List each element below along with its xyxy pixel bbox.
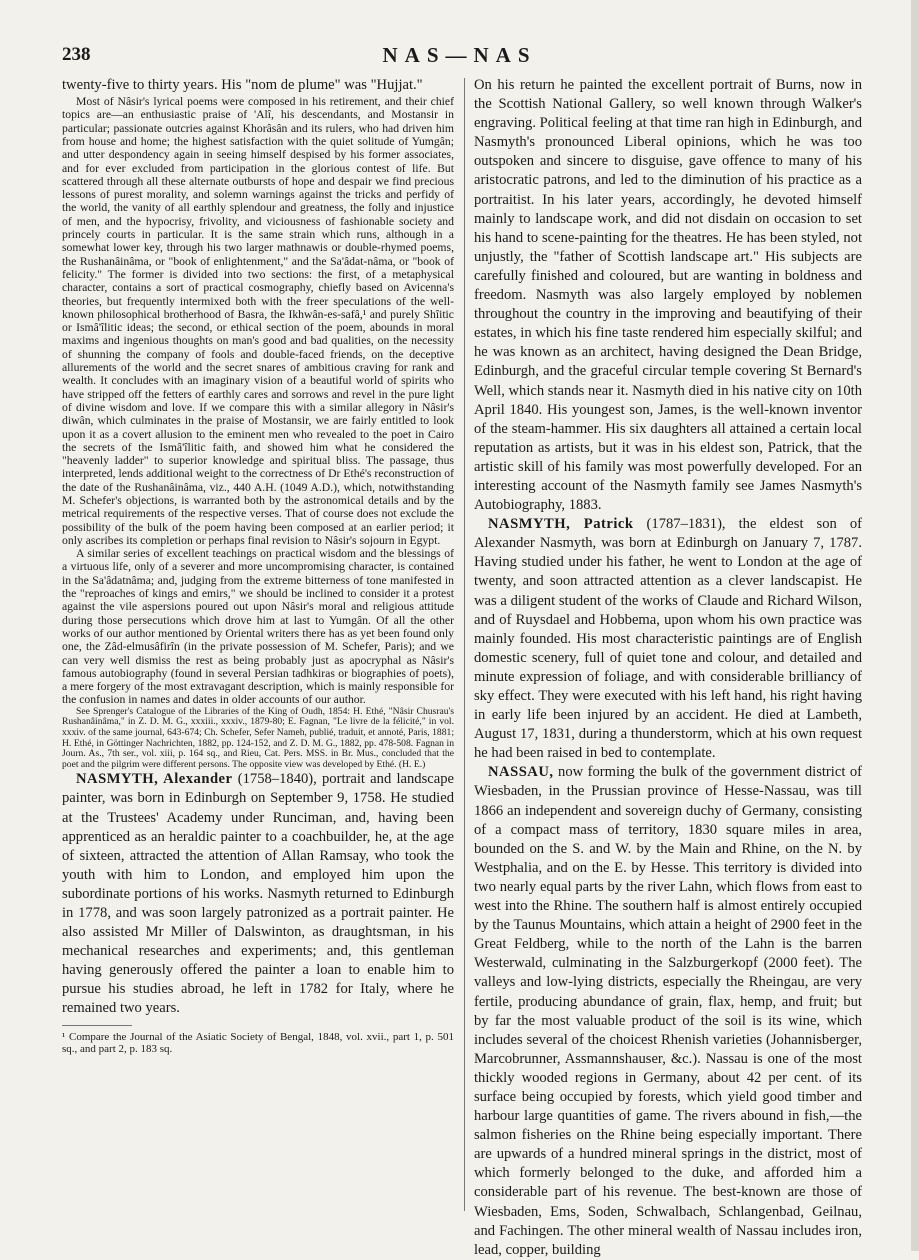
entry-body: now forming the bulk of the government district of Wiesbaden, in the Prussian province of Hesse-Nassau, was till 1866 an independent and sovereign duchy of Germany, consisting of a compact mass of territory, 1830 square miles in area, bounded on the S. and W. by the Main and Rhine, on the N. by Westphalia, and on the E. by Hesse. This territory is divided into two nearly equal parts by the river Lahn, which flows from east to west into the Rhine. The southern half is almost entirely occupied by the Taunus Mountains, which attain a height of 2900 feet in the Great Feldberg, while to the north of the Lahn is the barren Westerwald, culminating in the Salzburgerkopf (2000 feet). The valleys and low-lying districts, especially the Rheingau, are very fertile, producing abundance of grain, flax, hemp, and fruit; but by far the most valuable product of the soil is its wine, which includes several of the choicest Rhenish varieties (Johannisberger, Marcobrunner, Assmannshauser, &c.). Nassau is one of the most thickly wooded regions in Germany, about 42 per cent. of its surface being occupied by forests, which yield good timber and harbour large quantities of game. The rivers abound in fish,—the salmon fisheries on the Rhine being especially important. There are upwards of a hundred mineral springs in the district, most of which formerly belonged to the duke, and afforded him a considerable part of his revenue. The best-known are those of Wiesbaden, Ems, Soden, Schwalbach, Schlangenbad, Geilnau, and Fachingen. The other mineral wealth of Nassau includes iron, lead, copper, building [474, 764, 862, 1258]
entry-body: (1758–1840), portrait and landscape painter, was born in Edinburgh on September 9, 1758. He studied at the Trustees' Academy under Runciman, and, having been apprenticed as an heraldic painter to a coachbuilder, he, at the age of sixteen, attracted the attention of Allan Ramsay, who took the youth with him to London, and employed him upon the subordinate portions of his works. Nasmyth returned to Edinburgh in 1778, and was soon largely patronized as a portrait painter. He also assisted Mr Miller of Dalswinton, as draughtsman, in his mechanical researches and experiments; and, this gentleman having generously offered the painter a loan to enable him to pursue his studies abroad, he left in 1782 for Italy, where he remained two years. [62, 771, 455, 1017]
entry-heading: NASSAU, [488, 764, 554, 781]
entry-patrick-nasmyth [474, 515, 862, 763]
running-title: NAS—NAS [382, 43, 537, 67]
paragraph-lyrical-poems: Most of Nâsir's lyrical poems were composed in his retirement, and their chief topics are—an enthusiastic praise of 'Alî, his descendants, and Mostansir in particular; passionate outcries against Khorâsân and its rulers, who had driven him from house and home; the highest satisfaction with the quiet solitude of Yumgân; and utter despondency again in seeing himself despised by his former associates, and for ever excluded from participation in the glorious contest of life. But scattered through all these alternate outbursts of hope and despair we find precious lessons of purest morality, and solemn warnings against the tricks and perfidy of the world, the vanity of all earthly splendour and greatness, the folly and injustice of men, and the hypocrisy, frivolity, and viciousness of fashionable society and princely courts in particular. It is the same strain which runs, although in a somewhat lower key, through his two larger mathnawis or double-rhymed poems, the Rushanâinâma, or "book of enlightenment," and the Sa'âdat-nâma, or "book of felicity." The former is divided into two sections: the first, of a metaphysical character, contains a sort of practical cosmography, chiefly based on Avicenna's theories, but frequently intermixed both with the freer speculations of the well-known philosophical brotherhood of Basra, the Ikhwân-es-safâ,¹ and purely Shîitic or Ismâ'îlitic ideas; the second, or ethical section of the poem, abounds in moral maxims and ingenious thoughts on man's good and bad qualities, on the necessity of shunning the company of fools and double-faced friends, on the deceptive allurements of the world and the secret snares of ambitious craving for rank and wealth. It concludes with an imaginary vision of a beautiful world of spirits who have stripped off the fetters of earthly cares and sorrows and revel in the pure light of divine wisdom and love. If we compare this with a similar allegory in Nâsir's diwân, which culminates in the praise of Mostansir, we are fairly entitled to look upon it as a covert allusion to the eminent men who revealed to the poet in Cairo the secrets of the Ismâ'îlitic faith, and showed him what he considered the "heavenly ladder" to superior knowledge and spiritual bliss. The passage, thus interpreted, lends additional weight to the correctness of Dr Ethé's reconstruction of the date of the Rushanâinâma, viz., 440 A.H. (1049 A.D.), which, notwithstanding M. Schefer's objections, is warranted both by the astronomical details and by the metrical requirements of the respective verses. That of course does not exclude the possibility of the bulk of the poem having been composed at an earlier period; it only ascribes its completion or perhaps final revision to Nâsir's sojourn in Egypt. [62, 95, 454, 547]
entry-body: (1787–1831), the eldest son of Alexander Nasmyth, was born at Edinburgh on January 7, 1787. Having studied under his father, he went to London at the age of twenty, and soon attracted attention as a clever landscapist. He was a diligent student of the works of Claude and Richard Wilson, and of Ruysdael and Hobbema, upon whom his own practice was mainly founded. His most characteristic paintings are of English domestic scenery, full of quiet tone and colour, and detailed and minute expression of foliage, and with considerable brilliancy of sky effect. They were executed with his left hand, his right having in early life been injured by an accident. He died at Lambeth, August 17, 1831, during a thunderstorm, which at his own request he had been raised in bed to contemplate. [474, 516, 863, 762]
left-column [62, 76, 454, 1215]
column-divider [464, 78, 465, 1211]
entry-alexander-nasmyth [62, 770, 454, 1018]
page-header [62, 44, 857, 68]
paragraph-burns-portrait: On his return he painted the excellent portrait of Burns, now in the Scottish National Gallery, so well known through Walker's engraving. Political feeling at that time ran high in Edinburgh, and Nasmyth's pronounced Liberal opinions, which he was too outspoken and sincere to disguise, gave offence to many of his aristocratic patrons, and led to the diminution of his practice as a portraitist. In his later years, accordingly, he devoted himself mainly to landscape work, and did not disdain on occasion to set his hand to scene-painting for the theatres. He has been styled, not unjustly, the "father of Scottish landscape art." His subjects are carefully finished and coloured, but are wanting in boldness and freedom. Nasmyth was also largely employed by noblemen throughout the country in the improving and beautifying of their estates, in which his fine taste rendered him especially skilful; and he was known as an architect, having designed the Dean Bridge, Edinburgh, and the graceful circular temple covering St Bernard's Well, which stands near it. Nasmyth died in his native city on 10th April 1840. His youngest son, James, is the well-known inventor of the steam-hammer. His six daughters all attained a certain local reputation as artists, but it was in his eldest son, Patrick, that the artistic skill of his family was most powerfully developed. For an interesting account of the Nasmyth family see James Nasmyth's Autobiography, 1883. [474, 77, 862, 514]
paragraph-saadatnama: A similar series of excellent teachings on practical wisdom and the blessings of a virtuous life, only of a severer and more uncompromising character, is contained in the Sa'âdatnâma; and, judging from the extreme bitterness of tone manifested in the "reproaches of kings and emirs," we should be inclined to consider it a protest against the vile aspersions poured out upon Nâsir's moral and religious attitude during those persecutions which drove him at last to Yumgân. Of all the other works of our author mentioned by Oriental writers there has as yet been found only one, the Zâd-elmusâfirîn (in the private possession of M. Schefer, Paris); and we can very well dismiss the rest as being probably just as apocryphal as Nâsir's famous autobiography (found in several Persian tadhkiras or biographies of poets), a mere forgery of the most extravagant description, which is mainly responsible for the confusion in names and dates in older accounts of our author. [62, 547, 454, 707]
footnote: ¹ Compare the Journal of the Asiatic Society of Bengal, 1848, vol. xvii., part 1, p. 501 sq., and part 2, p. 183 sq. [62, 1030, 454, 1056]
footnote-rule [62, 1025, 132, 1026]
bibliography-note: See Sprenger's Catalogue of the Libraries of the King of Oudh, 1854: H. Ethé, "Nâsir Chusrau's Rushanâinâma," in Z. D. M. G., xxxiii., xxxiv., 1879-80; E. Fagnan, "Le livre de la félicité," in vol. xxxiv. of the same journal, 643-674; Ch. Schefer, Sefer Nameh, publié, traduit, et annoté, Paris, 1881; H. Ethé, in Göttinger Nachrichten, 1882, pp. 124-152, and Z. D. M. G., 1882, pp. 478-508. Fagnan in Journ. As., 7th ser., vol. xiii, p. 164 sq., and Rieu, Cat. Pers. MSS. in Br. Mus., concluded that the poet and the pilgrim were different persons. The opposite view was developed by Ethé. (H. E.) [62, 705, 454, 770]
paragraph-hujjat: twenty-five to thirty years. His "nom de plume" was "Hujjat." [62, 77, 423, 93]
page-edge-shadow [911, 0, 919, 1251]
page-number: 238 [62, 44, 91, 65]
entry-heading: NASMYTH, Alexander [76, 771, 233, 788]
entry-heading: NASMYTH, Patrick [488, 516, 634, 533]
entry-nassau [474, 763, 862, 1259]
right-column [474, 76, 863, 1258]
